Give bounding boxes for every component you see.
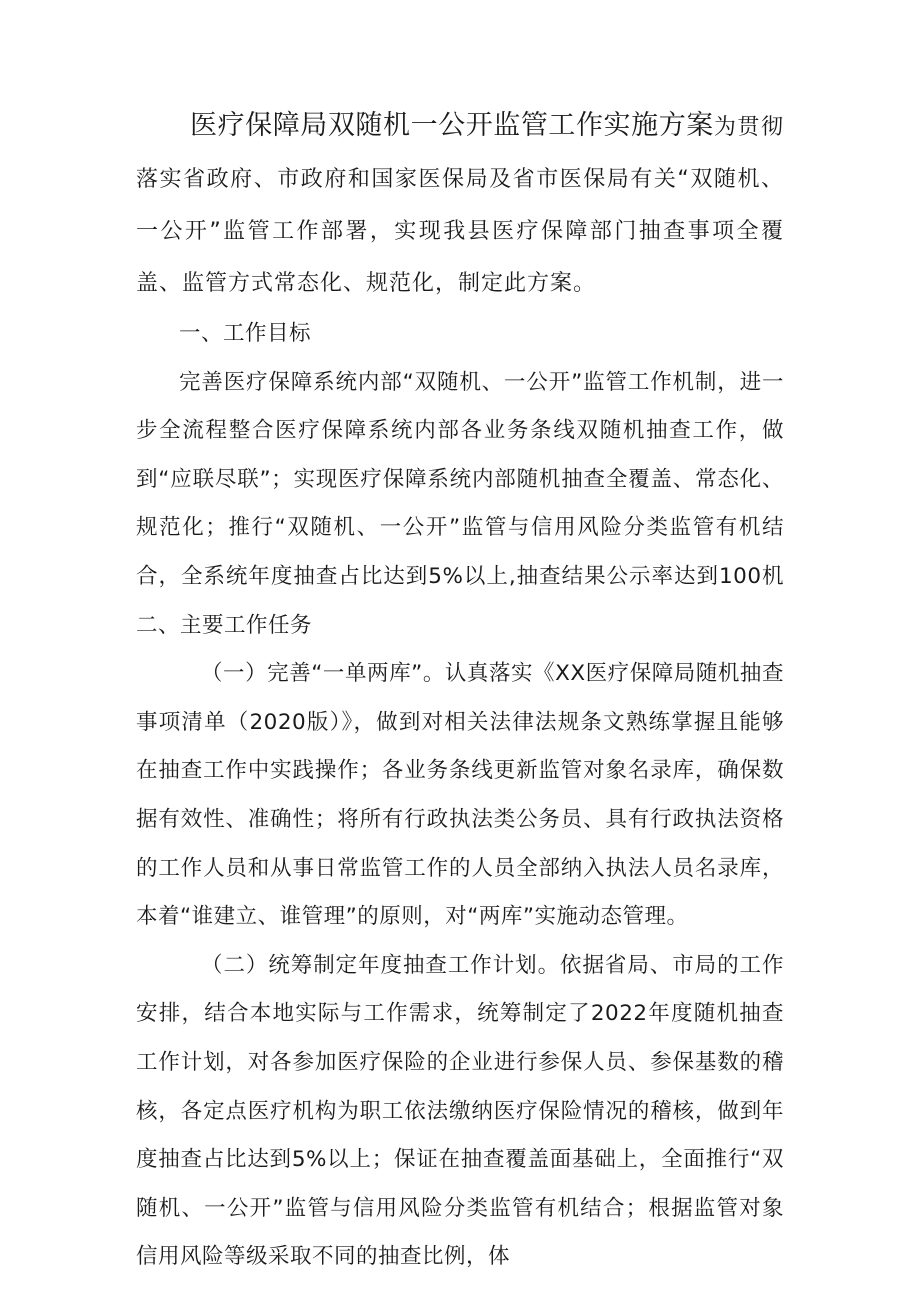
section-body-goals: 完善医疗保障系统内部“双随机、一公开”监管工作机制，进一步全流程整合医疗保障系统内部各业务条线双随机抽查工作，做到“应联尽联”；实现医疗保障系统内部随机抽查全覆盖、常态化、规范化；推行“双随机、一公开”监管与信用风险分类监管有机结合，全系统年度抽查占比达到5%以上,抽查结果公示率达到100机二、主要工作任务 xyxy=(136,369,784,638)
task-2-lead: （二） xyxy=(201,952,269,978)
document-page xyxy=(136,100,784,1282)
task-paragraph-1 xyxy=(136,650,784,942)
task-2-body: 统筹制定年度抽查工作计划。依据省局、市局的工作安排，结合本地实际与工作需求，统筹制定了2022年度随机抽查工作计划，对各参加医疗保险的企业进行参保人员、参保基数的稽核，各定点医疗机构为职工依法缴纳医疗保险情况的稽核，做到年度抽查占比达到5%以上；保证在抽查覆盖面基础上，全面推行“双随机、一公开”监管与信用风险分类监管有机结合；根据监管对象信用风险等级采取不同的抽查比例，体 xyxy=(136,952,784,1270)
task-paragraph-2 xyxy=(136,942,784,1282)
section-heading-goals: 一、工作目标 xyxy=(179,321,312,346)
title-paragraph xyxy=(136,100,784,310)
task-1-body: 完善“一单两库”。认真落实《XX医疗保障局随机抽查事项清单（2020版）》，做到对相关法律法规条文熟练掌握且能够在抽查工作中实践操作；各业务条线更新监管对象名录库，确保数据有效性、准确性；将所有行政执法类公务员、具有行政执法资格的工作人员和从事日常监管工作的人员全部纳入执法人员名录库，本着“谁建立、谁管理”的原则，对“两库”实施动态管理。 xyxy=(136,661,784,930)
document-title: 医疗保障局双随机一公开监管工作实施方案 xyxy=(190,110,714,141)
intro-text: 为贯彻落实省政府、市政府和国家医保局及省市医保局有关“双随机、一公开”监管工作部署，实现我县医疗保障部门抽查事项全覆盖、监管方式常态化、规范化，制定此方案。 xyxy=(136,115,784,296)
task-1-lead: （一） xyxy=(201,661,268,687)
